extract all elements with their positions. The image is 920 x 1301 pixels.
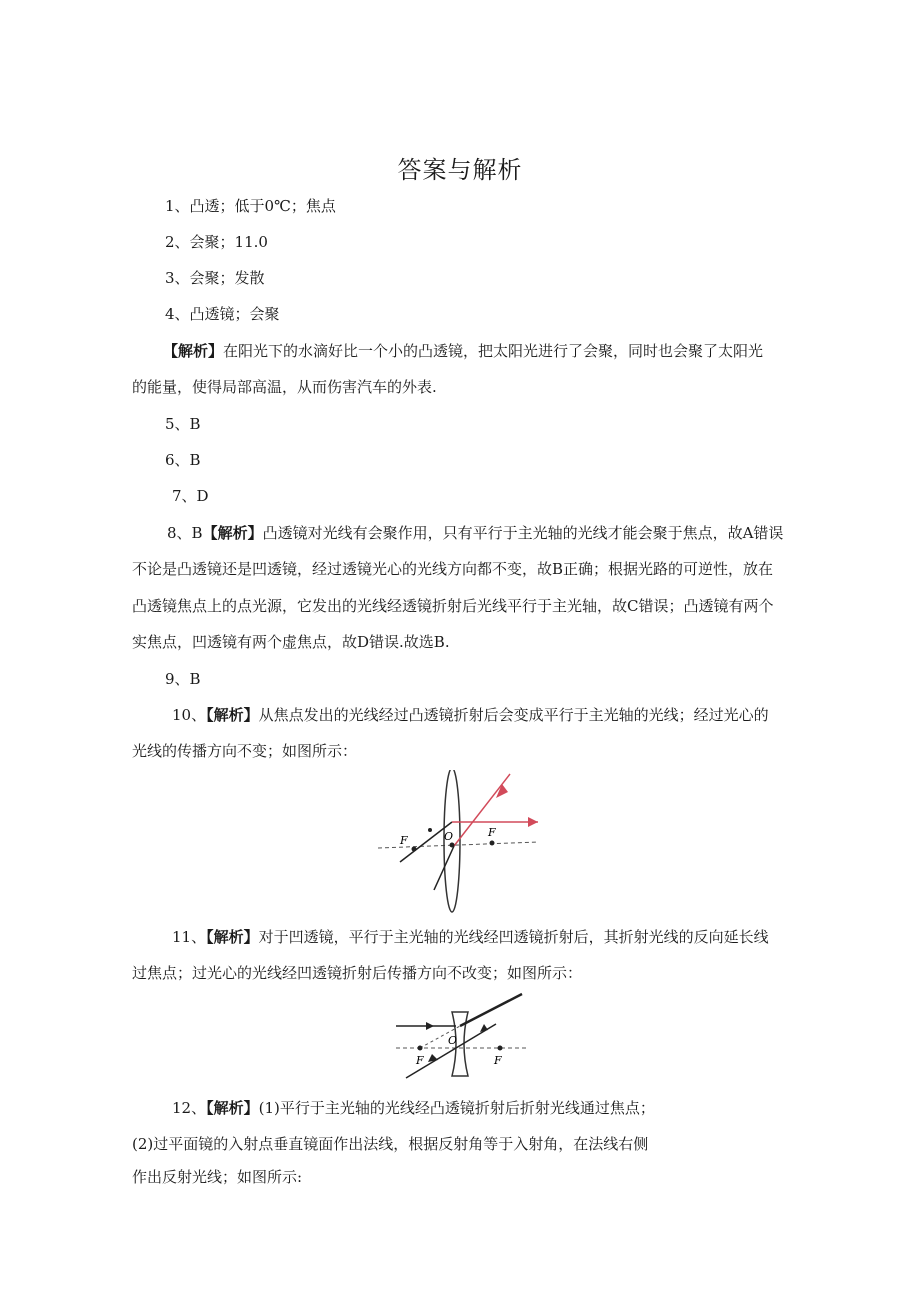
focal-point-left [418, 1046, 423, 1051]
answer-4-analysis-line-1 [163, 341, 763, 361]
answer-8-prefix: 8、B [167, 524, 203, 542]
optical-center [450, 843, 455, 848]
answer-8-line-2: 不论是凸透镜还是凹透镜，经过透镜光心的光线方向都不变，故B正确；根据光路的可逆性，放在 [132, 560, 774, 578]
convex-lens-diagram [378, 770, 538, 915]
answer-1: 1、凸透；低于0℃；焦点 [165, 197, 336, 215]
answer-3: 3、会聚；发散 [165, 269, 265, 287]
analysis-text: (1)平行于主光轴的光线经凸透镜折射后折射光线通过焦点； [258, 1099, 655, 1117]
focal-point-left [412, 847, 417, 852]
focal-label-left: F [416, 1054, 424, 1067]
analysis-tag: 【解析】 [202, 524, 263, 542]
diverging-refracted-ray [460, 994, 522, 1026]
answer-4-analysis-line-2: 的能量，使得局部高温，从而伤害汽车的外表. [132, 378, 437, 396]
arrow-head [480, 1024, 488, 1032]
analysis-text: 凸透镜对光线有会聚作用，只有平行于主光轴的光线才能会聚于焦点，故A错误 [262, 524, 784, 542]
answer-8-line-1 [167, 523, 783, 543]
answer-7: 7、D [172, 487, 209, 505]
answer-6: 6、B [165, 451, 201, 469]
arrow-head [496, 784, 508, 798]
answer-12-line-3: 作出反射光线；如图所示: [132, 1168, 303, 1186]
answer-10-prefix: 10、 [172, 706, 207, 724]
analysis-tag: 【解析】 [163, 342, 224, 360]
answer-10-line-2: 光线的传播方向不变；如图所示： [132, 742, 358, 760]
ray-point [428, 828, 432, 832]
focal-label-right: F [488, 826, 496, 839]
focal-label-right: F [494, 1054, 502, 1067]
ray-through-center-exit [454, 774, 510, 846]
analysis-tag: 【解析】 [206, 928, 259, 946]
answer-5: 5、B [165, 415, 201, 433]
answer-2: 2、会聚；11.0 [165, 233, 268, 251]
page-title: 答案与解析 [397, 156, 523, 184]
answer-12-line-2: (2)过平面镜的入射点垂直镜面作出法线，根据反射角等于入射角，在法线右侧 [132, 1135, 649, 1153]
analysis-text: 从焦点发出的光线经过凸透镜折射后会变成平行于主光轴的光线；经过光心的 [258, 706, 769, 724]
answer-11-line-1 [172, 927, 769, 947]
answer-9: 9、B [165, 670, 201, 688]
arrow-head [426, 1022, 434, 1030]
optical-center-label: O [444, 830, 454, 843]
analysis-tag: 【解析】 [206, 706, 259, 724]
concave-lens-diagram [396, 992, 528, 1084]
answer-12-line-1 [172, 1098, 655, 1118]
analysis-text: 对于凹透镜，平行于主光轴的光线经凹透镜折射后，其折射光线的反向延长线 [258, 928, 769, 946]
answer-12-prefix: 12、 [172, 1099, 207, 1117]
focal-label-left: F [400, 834, 408, 847]
answer-11-prefix: 11、 [172, 928, 207, 946]
answer-11-line-2: 过焦点；过光心的光线经凹透镜折射后传播方向不改变；如图所示： [132, 964, 583, 982]
analysis-text: 在阳光下的水滴好比一个小的凸透镜，把太阳光进行了会聚，同时也会聚了太阳光 [223, 342, 764, 360]
focal-point-right [498, 1046, 503, 1051]
optical-center-label: O [448, 1034, 458, 1047]
answer-8-line-3: 凸透镜焦点上的点光源，它发出的光线经透镜折射后光线平行于主光轴，故C错误；凸透镜有两个 [132, 597, 774, 615]
focal-point-right [490, 841, 495, 846]
answer-8-line-4: 实焦点，凹透镜有两个虚焦点，故D错误.故选B. [132, 633, 450, 651]
arrow-head [528, 817, 538, 827]
answer-4: 4、凸透镜；会聚 [165, 305, 280, 323]
analysis-tag: 【解析】 [206, 1099, 259, 1117]
answer-10-line-1 [172, 705, 769, 725]
ray-through-center [406, 1024, 496, 1078]
arrow-head [428, 1054, 438, 1062]
